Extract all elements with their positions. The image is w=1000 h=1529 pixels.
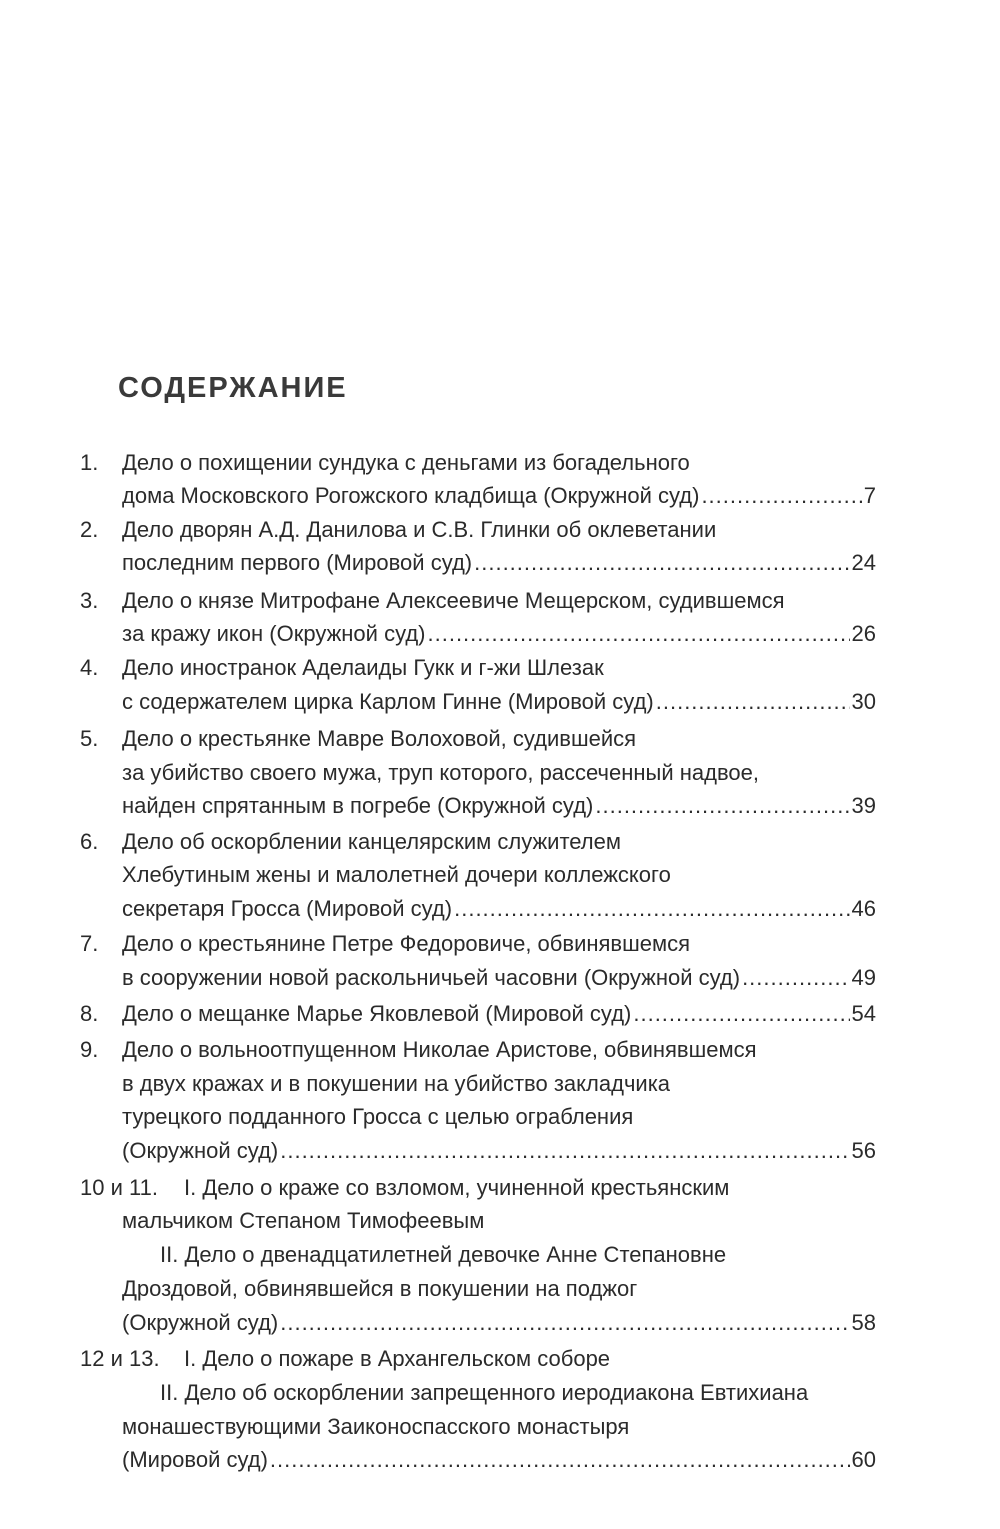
dot-leader [428, 616, 850, 652]
entry-text-line: последним первого (Мировой суд) [122, 550, 473, 575]
entry-text-line: Хлебутиным жены и малолетней дочери коллежского [122, 862, 671, 887]
entry-last-line [122, 891, 876, 927]
entry-text-line: турецкого подданного Гросса с целью ограбления [122, 1104, 634, 1129]
entry-number: 10 и 11. [80, 1175, 158, 1200]
page-number: 7 [863, 483, 876, 508]
page-number: 60 [851, 1447, 876, 1472]
entry-number: 2. [80, 517, 99, 542]
entry-last-line [122, 616, 876, 652]
entry-number: 8. [80, 1001, 99, 1026]
entry-text-line: Дело о крестьянине Петре Федоровиче, обвинявшемся [122, 931, 691, 956]
dot-leader [474, 545, 849, 581]
entry-number: 3. [80, 588, 99, 613]
page-number: 30 [851, 689, 876, 714]
entry-text-line: Дроздовой, обвинявшейся в покушении на поджог [122, 1276, 638, 1301]
entry-last-line [122, 1305, 876, 1341]
entry-text-line: за кражу икон (Окружной суд) [122, 621, 426, 646]
page-number: 24 [851, 550, 876, 575]
entry-number: 9. [80, 1037, 99, 1062]
entry-text-line: в двух кражах и в покушении на убийство закладчика [122, 1071, 671, 1096]
dot-leader [270, 1442, 850, 1478]
entry-number: 4. [80, 655, 99, 680]
dot-leader [633, 996, 849, 1032]
dot-leader [742, 960, 849, 996]
entry-last-line [122, 788, 876, 824]
page-number: 54 [851, 1001, 876, 1026]
entry-text-line: II. Дело об оскорблении запрещенного иеродиакона Евтихиана [160, 1380, 809, 1405]
entry-last-line [122, 960, 876, 996]
entry-text-line: (Окружной суд) [122, 1138, 279, 1163]
page-title: СОДЕРЖАНИЕ [118, 372, 348, 404]
entry-text-line: (Мировой суд) [122, 1447, 268, 1472]
dot-leader [656, 684, 850, 720]
entry-text-line: (Окружной суд) [122, 1310, 279, 1335]
page-number: 46 [851, 896, 876, 921]
entry-text-line: дома Московского Рогожского кладбища (Окружной суд) [122, 483, 700, 508]
entry-text-line: секретаря Гросса (Мировой суд) [122, 896, 453, 921]
entry-text-line: мальчиком Степаном Тимофеевым [122, 1208, 485, 1233]
entry-last-line [122, 684, 876, 720]
entry-last-line [122, 478, 876, 514]
entry-number: 12 и 13. [80, 1346, 160, 1371]
entry-text-line: монашествующими Заиконоспасского монастыря [122, 1414, 630, 1439]
entry-text-line: Дело иностранок Аделаиды Гукк и г-жи Шлезак [122, 655, 604, 680]
page-number: 58 [851, 1310, 876, 1335]
dot-leader [701, 478, 861, 514]
entry-last-line [122, 1442, 876, 1478]
entry-last-line [122, 996, 876, 1032]
entry-last-line [122, 1133, 876, 1169]
entry-text-line: за убийство своего мужа, труп которого, рассеченный надвое, [122, 760, 760, 785]
entry-text-line: I. Дело о пожаре в Архангельском соборе [184, 1346, 611, 1371]
entry-number: 1. [80, 450, 99, 475]
dot-leader [280, 1133, 849, 1169]
entry-text-line: Дело о князе Митрофане Алексеевиче Мещерском, судившемся [122, 588, 785, 613]
entry-text-line: Дело о мещанке Марье Яковлевой (Мировой суд) [122, 1001, 632, 1026]
dot-leader [454, 891, 849, 927]
page-number: 56 [851, 1138, 876, 1163]
entry-text-line: найден спрятанным в погребе (Окружной суд) [122, 793, 594, 818]
dot-leader [595, 788, 849, 824]
entry-text-line: I. Дело о краже со взломом, учиненной крестьянским [184, 1175, 730, 1200]
page-number: 39 [851, 793, 876, 818]
entry-number: 5. [80, 726, 99, 751]
entry-text-line: Дело дворян А.Д. Данилова и С.В. Глинки об оклеветании [122, 517, 717, 542]
entry-text-line: в сооружении новой раскольничьей часовни (Окружной суд) [122, 965, 741, 990]
entry-text-line: с содержателем цирка Карлом Гинне (Мировой суд) [122, 689, 654, 714]
page-number: 26 [851, 621, 876, 646]
page-number: 49 [851, 965, 876, 990]
dot-leader [280, 1305, 849, 1341]
entry-number: 7. [80, 931, 99, 956]
entry-text-line: II. Дело о двенадцатилетней девочке Анне Степановне [160, 1242, 727, 1267]
entry-text-line: Дело об оскорблении канцелярским служителем [122, 829, 621, 854]
entry-last-line [122, 545, 876, 581]
entry-text-line: Дело о вольноотпущенном Николае Аристове, обвинявшемся [122, 1037, 757, 1062]
entry-number: 6. [80, 829, 99, 854]
entry-text-line: Дело о похищении сундука с деньгами из богадельного [122, 450, 690, 475]
entry-text-line: Дело о крестьянке Мавре Волоховой, судившейся [122, 726, 637, 751]
